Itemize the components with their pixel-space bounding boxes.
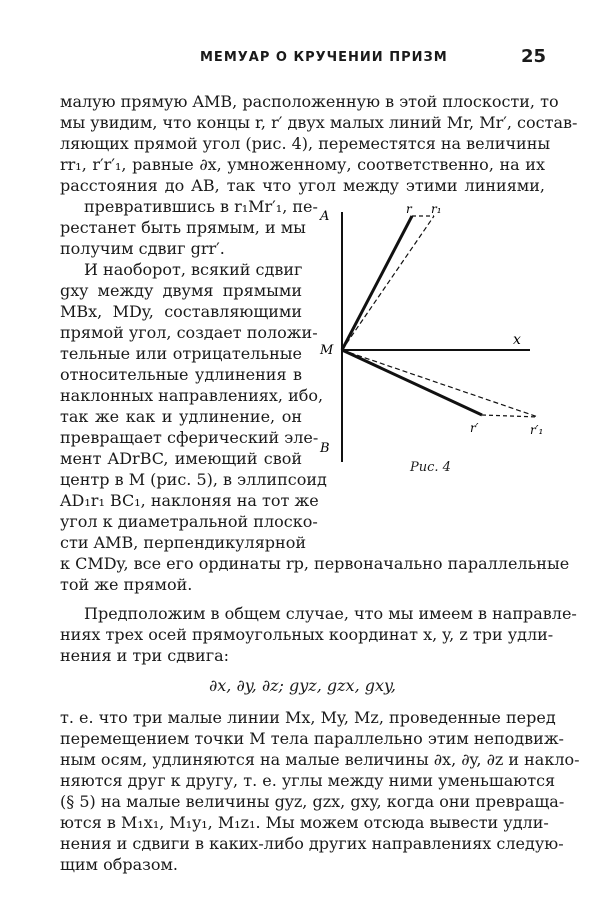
line-mr [342,216,412,350]
text-line: И наоборот, всякий сдвиг [84,260,303,279]
text-line: ляющих прямой угол (рис. 4), переместятся на величины [60,134,551,153]
line-mrp1 [342,350,538,417]
text-line: AD₁r₁ BC₁, наклоняя на тот же [60,491,319,510]
text-line: перемещением точки M тела параллельно этим неподвиж- [60,729,564,748]
text-line: няются друг к другу, т. е. углы между ними уменьшаются [60,771,556,790]
text-line: щим образом. [60,855,179,874]
text-line: ниях трех осей прямоугольных координат x, y, z три удли- [60,625,554,644]
text-line: расстояния до AB, так что угол между этими линиями, [60,176,545,195]
label-m: M [320,343,334,358]
figure-4 [318,202,553,480]
text-line: к CMDy, все его ординаты rp, первоначально параллельные [60,554,570,573]
label-x: x [513,332,521,348]
label-a: A [320,209,330,224]
text-line: получим сдвиг grr′. [60,239,225,258]
running-title: МЕМУАР О КРУЧЕНИИ ПРИЗМ [200,50,448,65]
text-line: мы увидим, что концы r, r′ двух малых линий Mr, Mr′, состав- [60,113,578,132]
figure-4-diagram [318,202,553,480]
text-line: rr₁, r′r′₁, равные ∂x, умноженному, соответственно, на их [60,155,545,174]
text-line: ным осям, удлиняются на малые величины ∂x, ∂y, ∂z и накло- [60,750,580,769]
figure-caption: Рис. 4 [410,460,451,475]
text-line: угол к диаметральной плоско- [60,512,318,531]
text-line: Предположим в общем случае, что мы имеем в направле- [84,604,577,623]
text-line: (§ 5) на малые величины gyz, gzx, gxy, когда они превраща- [60,792,565,811]
label-r1: r₁ [431,202,442,216]
text-line: той же прямой. [60,575,193,594]
text-line: превратившись в r₁Mr′₁, пе- [84,197,318,216]
line-mrp [342,350,482,415]
text-line: относительные удлинения в [60,365,302,384]
text-line: сти AMB, перпендикулярной [60,533,306,552]
running-header [60,46,546,72]
line-mr1 [342,216,434,350]
text-line: нения и сдвиги в каких-либо других направлениях следую- [60,834,564,853]
text-line: MBx, MDy, составляющими [60,302,302,321]
page-number: 25 [520,46,546,67]
text-line: нения и три сдвига: [60,646,230,665]
text-line: наклонных направлениях, ибо, [60,386,324,405]
text-line: тельные или отрицательные [60,344,302,363]
text-line: малую прямую AMB, расположенную в этой плоскости, то [60,92,559,111]
label-b: B [320,441,330,456]
text-line: мент ADrBC, имеющий свой [60,449,302,468]
text-line: прямой угол, создает положи- [60,323,318,342]
label-rprime: r′ [470,421,479,435]
text-line: gxy между двумя прямыми [60,281,302,300]
text-line: т. е. что три малые линии Mx, My, Mz, проведенные перед [60,708,556,727]
equation: ∂x, ∂y, ∂z; gyz, gzx, gxy, [208,676,397,695]
label-r: r [406,202,412,216]
text-line: ются в M₁x₁, M₁y₁, M₁z₁. Мы можем отсюда вывести удли- [60,813,549,832]
text-line: превращает сферический эле- [60,428,319,447]
label-rprime1: r′₁ [530,423,544,437]
text-line: так же как и удлинение, он [60,407,302,426]
line-rprp1 [482,415,538,417]
text-line: центр в M (рис. 5), в эллипсоид [60,470,327,489]
text-line: рестанет быть прямым, и мы [60,218,306,237]
